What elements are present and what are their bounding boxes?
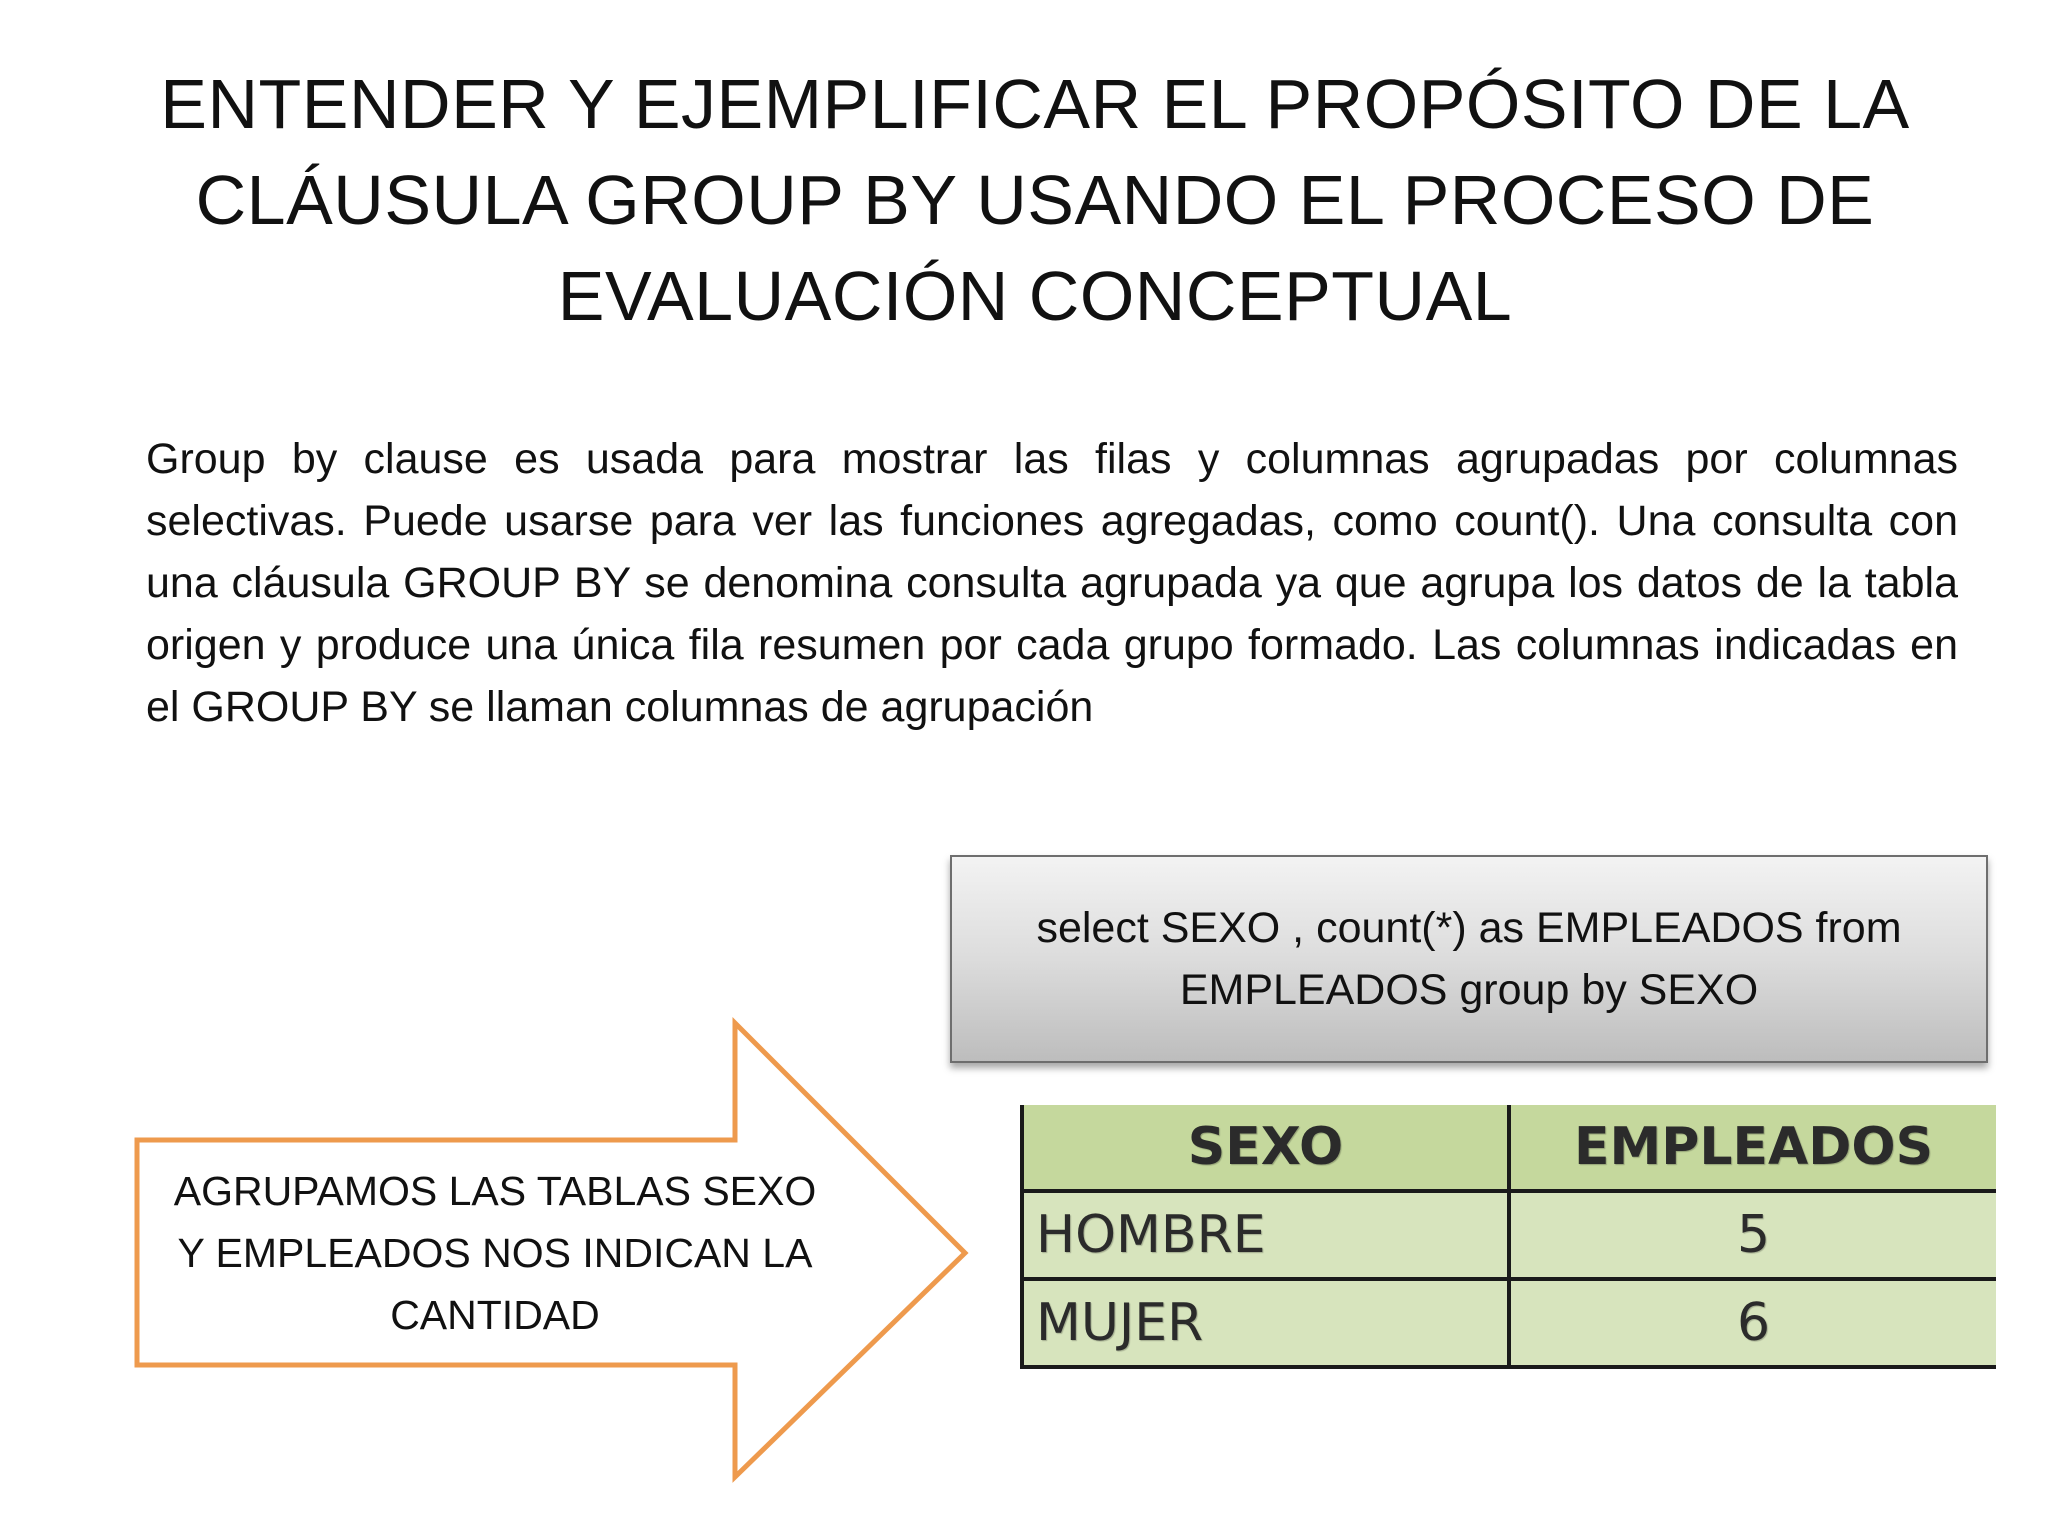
cell-empleados: 5	[1509, 1191, 1996, 1279]
column-header-sexo: SEXO	[1022, 1105, 1509, 1191]
table-row	[1022, 1191, 1996, 1279]
arrow-label-line-3: CANTIDAD	[390, 1292, 600, 1338]
arrow-label-line-1: AGRUPAMOS LAS TABLAS SEXO	[173, 1168, 817, 1214]
result-table	[1020, 1105, 1996, 1369]
title-line-3: EVALUACIÓN CONCEPTUAL	[557, 257, 1513, 335]
cell-empleados: 6	[1509, 1279, 1996, 1367]
arrow-label-line-2: Y EMPLEADOS NOS INDICAN LA	[177, 1230, 813, 1276]
title-line-1: ENTENDER Y EJEMPLIFICAR EL PROPÓSITO DE LA	[160, 65, 1910, 143]
sql-query-text	[1036, 897, 1901, 1021]
column-header-empleados: EMPLEADOS	[1509, 1105, 1996, 1191]
sql-query-box	[950, 855, 1988, 1063]
table-row	[1022, 1279, 1996, 1367]
arrow-label	[145, 1160, 845, 1346]
table-header-row	[1022, 1105, 1996, 1191]
title-line-2: CLÁUSULA GROUP BY USANDO EL PROCESO DE	[195, 161, 1875, 239]
sql-query-line-1: select SEXO , count(*) as EMPLEADOS from	[1036, 904, 1902, 952]
body-paragraph: Group by clause es usada para mostrar las filas y columnas agrupadas por columnas selectivas. Puede usarse para ver las funciones agregadas, como count(). Una consulta con una cláusula GROUP BY se denomina consulta agrupada ya que agrupa los datos de la tabla origen y produce una única fila resumen por cada grupo formado. Las columnas indicadas en el GROUP BY se llaman columnas de agrupación	[146, 435, 1958, 731]
cell-sexo: HOMBRE	[1022, 1191, 1509, 1279]
slide-title	[160, 56, 1910, 344]
cell-sexo: MUJER	[1022, 1279, 1509, 1367]
sql-query-line-2: EMPLEADOS group by SEXO	[1179, 966, 1759, 1014]
